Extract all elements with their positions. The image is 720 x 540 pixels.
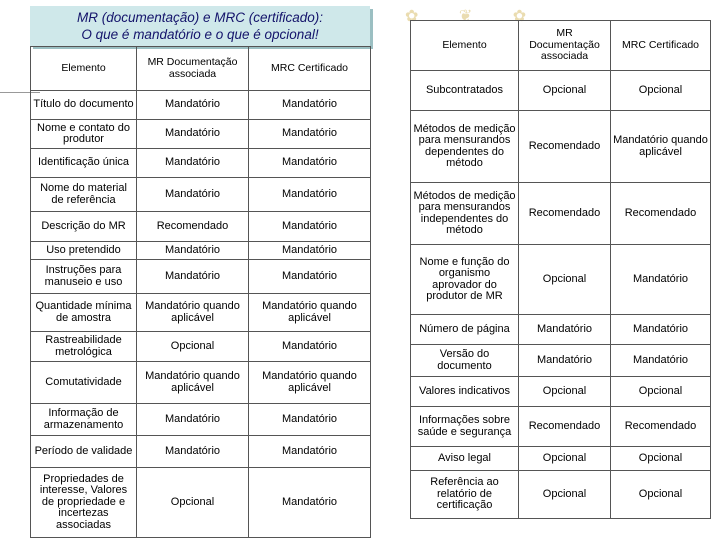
requirement-cell: Opcional (519, 245, 611, 315)
title-line-2: O que é mandatório e o que é opcional! (81, 27, 319, 42)
requirement-cell: Mandatório (249, 242, 371, 260)
requirement-cell: Mandatório (611, 315, 711, 345)
table-header-row (411, 21, 711, 71)
element-cell: Propriedades de interesse, Valores de propriedade e incertezas associadas (31, 468, 137, 538)
requirement-cell: Mandatório (137, 178, 249, 212)
requirement-cell: Recomendado (519, 111, 611, 183)
requirement-cell: Opcional (519, 471, 611, 519)
right-table (410, 20, 711, 519)
element-cell: Aviso legal (411, 447, 519, 471)
requirement-cell: Mandatório (519, 315, 611, 345)
element-cell: Nome do material de referência (31, 178, 137, 212)
table-row (411, 407, 711, 447)
table-row (31, 149, 371, 178)
requirement-cell: Mandatório (137, 149, 249, 178)
table-row (31, 294, 371, 332)
element-cell: Informação de armazenamento (31, 404, 137, 436)
element-cell: Descrição do MR (31, 212, 137, 242)
requirement-cell: Mandatório quando aplicável (249, 294, 371, 332)
table-row (31, 260, 371, 294)
requirement-cell: Mandatório (249, 178, 371, 212)
requirement-cell: Opcional (137, 332, 249, 362)
requirement-cell: Mandatório (137, 120, 249, 149)
requirement-cell: Mandatório (249, 332, 371, 362)
element-cell: Identificação única (31, 149, 137, 178)
requirement-cell: Mandatório (249, 260, 371, 294)
table-header-cell: MRC Certificado (249, 47, 371, 91)
requirement-cell: Recomendado (137, 212, 249, 242)
element-cell: Instruções para manuseio e uso (31, 260, 137, 294)
table-row (31, 178, 371, 212)
element-cell: Nome e contato do produtor (31, 120, 137, 149)
element-cell: Versão do documento (411, 345, 519, 377)
requirement-cell: Mandatório (249, 91, 371, 120)
requirement-cell: Opcional (611, 377, 711, 407)
requirement-cell: Mandatório (611, 345, 711, 377)
table-header-cell: MR Documentação associada (137, 47, 249, 91)
element-cell: Período de validade (31, 436, 137, 468)
requirement-cell: Mandatório quando aplicável (137, 362, 249, 404)
requirement-cell: Recomendado (519, 183, 611, 245)
element-cell: Métodos de medição para mensurandos independentes do método (411, 183, 519, 245)
table-row (31, 436, 371, 468)
table-row (411, 471, 711, 519)
table-row (31, 404, 371, 436)
table-row (411, 345, 711, 377)
table-row (31, 362, 371, 404)
requirement-cell: Opcional (519, 447, 611, 471)
table-row (31, 242, 371, 260)
table-row (31, 120, 371, 149)
requirement-cell: Opcional (611, 471, 711, 519)
requirement-cell: Mandatório quando aplicável (611, 111, 711, 183)
table-row (411, 377, 711, 407)
element-cell: Número de página (411, 315, 519, 345)
requirement-cell: Recomendado (519, 407, 611, 447)
slide-title (30, 6, 370, 46)
element-cell: Informações sobre saúde e segurança (411, 407, 519, 447)
table-header-row (31, 47, 371, 91)
requirement-cell: Mandatório (137, 91, 249, 120)
requirement-cell: Opcional (519, 377, 611, 407)
requirement-cell: Mandatório (519, 345, 611, 377)
left-table (30, 46, 371, 538)
requirement-cell: Mandatório (249, 120, 371, 149)
requirement-cell: Mandatório (611, 245, 711, 315)
requirement-cell: Mandatório (249, 212, 371, 242)
element-cell: Rastreabilidade metrológica (31, 332, 137, 362)
requirement-cell: Opcional (137, 468, 249, 538)
table-row (31, 468, 371, 538)
requirement-cell: Mandatório (249, 149, 371, 178)
element-cell: Referência ao relatório de certificação (411, 471, 519, 519)
table-header-cell: MR Documentação associada (519, 21, 611, 71)
requirement-cell: Mandatório (249, 404, 371, 436)
table-row (411, 447, 711, 471)
element-cell: Subcontratados (411, 71, 519, 111)
element-cell: Valores indicativos (411, 377, 519, 407)
element-cell: Métodos de medição para mensurandos dependentes do método (411, 111, 519, 183)
requirement-cell: Mandatório (249, 468, 371, 538)
table-header-cell: MRC Certificado (611, 21, 711, 71)
table-row (31, 332, 371, 362)
element-cell: Título do documento (31, 91, 137, 120)
requirement-cell: Mandatório (137, 404, 249, 436)
title-line-1: MR (documentação) e MRC (certificado): (76, 10, 324, 25)
element-cell: Comutatividade (31, 362, 137, 404)
requirement-cell: Recomendado (611, 407, 711, 447)
requirement-cell: Recomendado (611, 183, 711, 245)
decorative-ornament: ✿ ❦ ✿ (405, 8, 545, 25)
table-row (411, 111, 711, 183)
table-row (31, 212, 371, 242)
requirement-cell: Opcional (611, 71, 711, 111)
requirement-cell: Opcional (611, 447, 711, 471)
table-row (411, 183, 711, 245)
requirement-cell: Mandatório (249, 436, 371, 468)
table-row (31, 91, 371, 120)
table-row (411, 71, 711, 111)
requirement-cell: Mandatório quando aplicável (249, 362, 371, 404)
requirement-cell: Mandatório (137, 242, 249, 260)
element-cell: Quantidade mínima de amostra (31, 294, 137, 332)
element-cell: Nome e função do organismo aprovador do produtor de MR (411, 245, 519, 315)
requirement-cell: Opcional (519, 71, 611, 111)
requirement-cell: Mandatório (137, 260, 249, 294)
table-header-cell: Elemento (31, 47, 137, 91)
left-table-body (31, 47, 371, 538)
table-header-cell: Elemento (411, 21, 519, 71)
requirement-cell: Mandatório (137, 436, 249, 468)
requirement-cell: Mandatório quando aplicável (137, 294, 249, 332)
table-row (411, 315, 711, 345)
right-table-body (411, 21, 711, 519)
element-cell: Uso pretendido (31, 242, 137, 260)
table-row (411, 245, 711, 315)
